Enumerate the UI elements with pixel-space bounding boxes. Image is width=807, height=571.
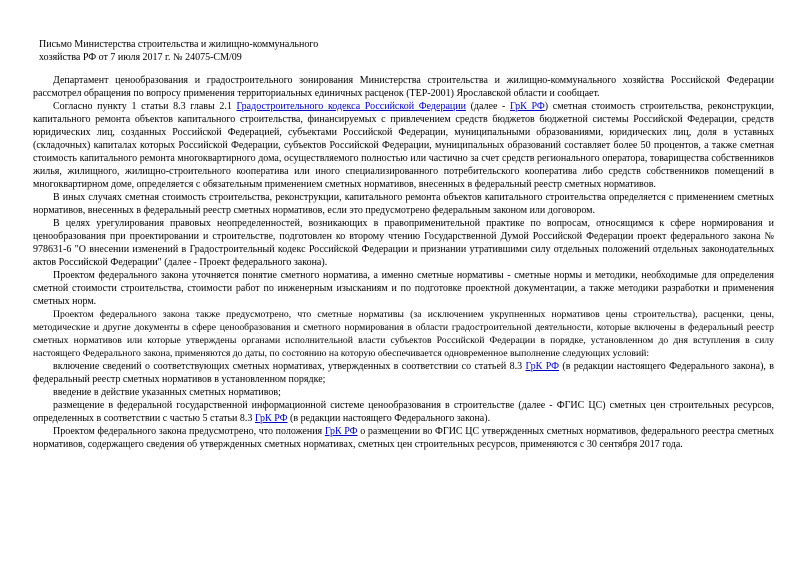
link-grk-rf[interactable]: ГрК РФ bbox=[525, 361, 560, 372]
document-body bbox=[33, 38, 774, 451]
paragraph-3 bbox=[33, 191, 774, 217]
paragraph-1 bbox=[33, 74, 774, 100]
title-line-2: хозяйства РФ от 7 июля 2017 г. № 24075-СМ/09 bbox=[39, 52, 242, 63]
paragraph-4 bbox=[33, 217, 774, 269]
paragraph-2-text-a: Согласно пункту 1 статьи 8.3 главы 2.1 bbox=[53, 101, 237, 112]
paragraph-7 bbox=[33, 360, 774, 386]
paragraph-1-text: Департамент ценообразования и градостроительного зонирования Министерства строительства и жилищно-коммунального хозяйства Российской Федерации рассмотрел обращения по вопросу применения территориальных единичных расценок (ТЕР-2001) Ярославской области и сообщает. bbox=[33, 75, 774, 99]
link-grk-rf[interactable]: ГрК РФ bbox=[510, 101, 545, 112]
link-grk-rf[interactable]: ГрК РФ bbox=[254, 413, 288, 424]
paragraph-8-text: введение в действие указанных сметных нормативов; bbox=[53, 387, 281, 398]
paragraph-10-text-b: о размещении во ФГИС ЦС утвержденных сметных нормативов, федерального реестра сметных нормативов, содержащего сведения об утвержденных сметных нормативах, сметных цен строительных ресурсов, применяются с 30 сентября 2017 года. bbox=[33, 426, 774, 450]
link-urban-planning-code[interactable]: Градостроительного кодекса Российской Федерации bbox=[236, 101, 466, 112]
paragraph-4-text: В целях урегулирования правовых неопределенностей, возникающих в правоприменительной практике по вопросам, относящимся к сфере нормирования и ценообразования при проектировании и строительстве, подготовлен ко второму чтению Государственной Думой Российской Федерации проект федерального закона № 978631-6 "О внесении изменений в Градостроительный кодекс Российской Федерации и признании утратившими силу отдельных положений отдельных законодательных актов Российской Федерации" (далее - Проект федерального закона). bbox=[33, 218, 774, 268]
link-grk-rf[interactable]: ГрК РФ bbox=[324, 426, 358, 437]
paragraph-7-text-b: (в редакции настоящего Федерального закона), в федеральный реестр сметных нормативов в установленном порядке; bbox=[33, 361, 774, 385]
paragraph-10-text-a: Проектом федерального закона предусмотрено, что положения bbox=[53, 426, 325, 437]
paragraph-3-text: В иных случаях сметная стоимость строительства, реконструкции, капитального ремонта объектов капитального строительства определяется с применением сметных нормативов, внесенных в федеральный реестр сметных нормативов, если это предусмотрено федеральным законом или договором. bbox=[33, 192, 774, 216]
paragraph-10 bbox=[33, 425, 774, 451]
paragraph-5 bbox=[33, 269, 774, 308]
paragraph-9-text-b: (в редакции настоящего Федерального закона). bbox=[287, 413, 491, 424]
paragraph-5-text: Проектом федерального закона уточняется понятие сметного норматива, а именно сметные нормативы - сметные нормы и методики, необходимые для определения сметной стоимости строительства, стоимости работ по инженерным изысканиям и по подготовке проектной документации, а также методики разработки и применения сметных норм. bbox=[33, 270, 774, 307]
paragraph-8 bbox=[33, 386, 774, 399]
paragraph-2-text-c: ) сметная стоимость строительства, реконструкции, капитального ремонта объектов капитального строительства, финансируемых с привлечением средств бюджетов бюджетной системы Российской Федерации, средств юридических лиц, созданных Российской Федерацией, субъектами Российской Федерации, муниципальными образованиями, юридических лиц, доля в уставных (складочных) капиталах которых Российской Федерации, субъектов Российской Федерации, муниципальных образований составляет более 50 процентов, а также сметная стоимость капитального ремонта многоквартирного дома, осуществляемого полностью или частично за счет средств регионального оператора, товарищества собственников жилья, жилищного, жилищно-строительного кооператива или иного специализированного потребительского кооператива либо средств собственников помещений в многоквартирном доме, определяется с обязательным применением сметных нормативов, внесенных в федеральный реестр сметных нормативов. bbox=[33, 101, 774, 190]
paragraph-9 bbox=[33, 399, 774, 425]
title-line-1: Письмо Министерства строительства и жилищно-коммунального bbox=[39, 39, 319, 50]
document-title bbox=[39, 38, 419, 64]
paragraph-9-text-a: размещение в федеральной государственной информационной системе ценообразования в строительстве (далее - ФГИС ЦС) сметных цен строительных ресурсов, определенных в соответствии с частью 5 статьи 8.3 bbox=[33, 400, 774, 424]
paragraph-6 bbox=[33, 308, 774, 360]
paragraph-2-text-b: (далее - bbox=[465, 101, 511, 112]
paragraph-2 bbox=[33, 100, 774, 191]
paragraph-6-text: Проектом федерального закона также предусмотрено, что сметные нормативы (за исключением укрупненных нормативов цены строительства), расценки, цены, методические и другие документы в сфере ценообразования и сметного нормирования в области градостроительной деятельности, которые включены в федеральный реестр сметных нормативов или которые утверждены органами исполнительной власти субъектов Российской Федерации в порядке, установленном до дня вступления в силу настоящего Федерального закона, применяются до даты, по состоянию на которую обеспечивается одновременное выполнение следующих условий: bbox=[33, 309, 774, 359]
paragraph-7-text-a: включение сведений о соответствующих сметных нормативах, утвержденных в соответствии со статьей 8.3 bbox=[53, 361, 526, 372]
